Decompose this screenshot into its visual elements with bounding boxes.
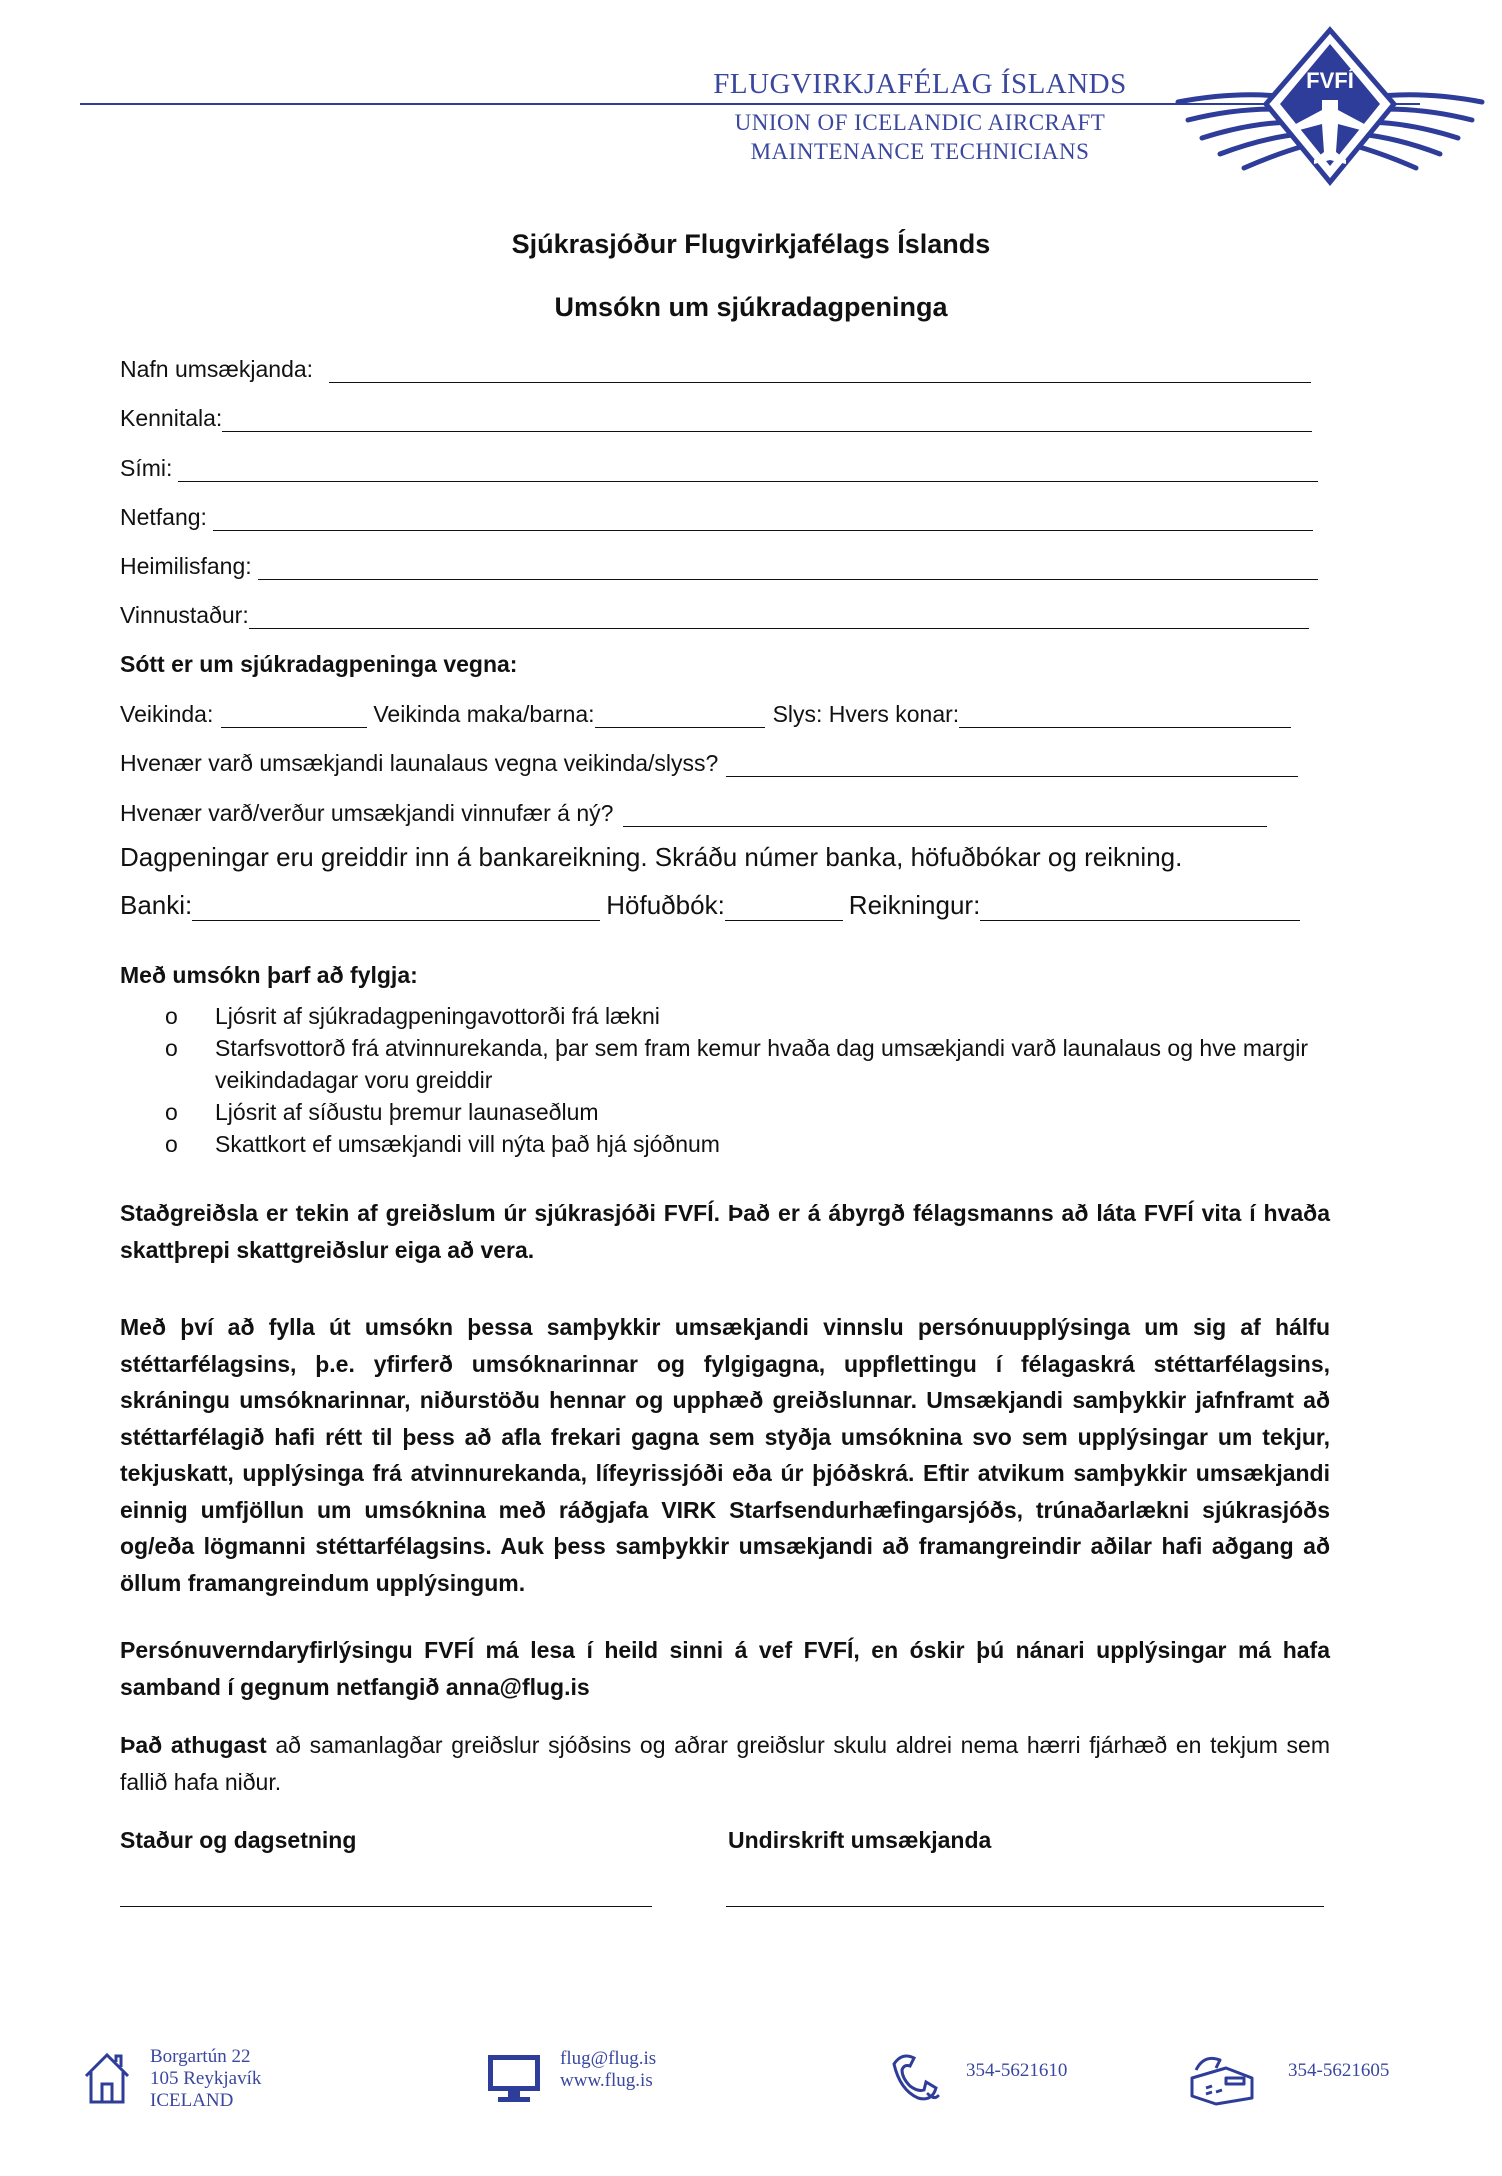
fit-question: Hvenær varð/verður umsækjandi vinnufær á ný? (120, 800, 614, 826)
heimilisfang-field[interactable] (258, 556, 1318, 580)
accident-field[interactable] (959, 704, 1291, 728)
footer-web[interactable]: www.flug.is (560, 2070, 653, 2091)
signature-field[interactable] (726, 1905, 1324, 1907)
bullet-icon: o (165, 1099, 178, 1125)
fax-icon (1186, 2048, 1258, 2106)
address-line3: ICELAND (150, 2090, 234, 2111)
bank-label: Banki: (120, 890, 193, 920)
reason-row (120, 696, 1291, 728)
consent-paragraph: Með því að fylla út umsókn þessa samþykkir umsækjandi vinnslu persónuupplýsinga um sig af hálfu stéttarfélagsins, þ.e. yfirferð umsóknarinnar og fylgigagna, uppflettingu í félagaskrá stéttarfélagsins, skráningu umsóknarinnar, niðurstöðu hennar og upphæð greiðslunnar. Umsækjandi samþykkir jafnframt að stéttarfélagið hafi rétt til þess að afla frekari gagna sem styðja umsóknina svo sem upplýsingar um tekjur, tekjuskatt, upplýsinga frá atvinnurekanda, lífeyrissjóði eða úr þjóðskrá. Eftir atvikum samþykkir umsækjandi einnig umfjöllun um umsóknina með ráðgjafa VIRK Starfsendurhæfingarsjóðs, trúnaðarlækni sjúkrasjóðs og/eða lögmanni stéttarfélagsins. Auk þess samþykkir umsækjandi að framangreindir aðilar hafi aðgang að öllum framangreindum upplýsingum. (120, 1314, 1330, 1596)
attachments-heading: Með umsókn þarf að fylgja: (120, 962, 418, 988)
footer-address (150, 2046, 261, 2112)
simi-field[interactable] (178, 458, 1318, 482)
note-emphasis: Það athugast (120, 1732, 267, 1758)
kennitala-field[interactable] (222, 408, 1312, 432)
vinnustadur-row (120, 597, 1309, 629)
accident-label: Slys: Hvers konar: (772, 701, 960, 727)
note-text: að samanlagðar greiðslur sjóðsins og aðrar greiðslur skulu aldrei nema hærri fjárhæð en tekjum sem fallið hafa niður. (120, 1732, 1330, 1795)
unpaid-question: Hvenær varð umsækjandi launalaus vegna veikinda/slyss? (120, 750, 719, 776)
unpaid-row (120, 745, 1298, 777)
kennitala-label: Kennitala: (120, 405, 223, 431)
name-field[interactable] (329, 359, 1311, 383)
list-item: o Skattkort ef umsækjandi vill nýta það hjá sjóðnum (120, 1128, 1330, 1160)
list-item: o Ljósrit af síðustu þremur launaseðlum (120, 1096, 1330, 1128)
ledger-field[interactable] (725, 893, 843, 921)
illness-field[interactable] (221, 704, 367, 728)
place-date-label: Staður og dagsetning (120, 1827, 357, 1853)
name-row (120, 351, 1311, 383)
kennitala-row (120, 400, 1312, 432)
heimilisfang-label: Heimilisfang: (120, 553, 252, 579)
netfang-field[interactable] (213, 507, 1313, 531)
fit-field[interactable] (623, 803, 1267, 827)
family-illness-field[interactable] (595, 704, 765, 728)
applicant-signature-label: Undirskrift umsækjanda (728, 1827, 992, 1853)
bank-row (120, 885, 1300, 921)
footer-fax[interactable]: 354-5621605 (1288, 2060, 1390, 2081)
note-paragraph (120, 1727, 1330, 1800)
fvfi-winged-logo (1172, 26, 1488, 186)
bullet-icon: o (165, 1035, 178, 1061)
footer-phone[interactable]: 354-5621610 (966, 2060, 1068, 2081)
logo-text: FVFÍ (1306, 68, 1354, 93)
fit-row (120, 795, 1267, 827)
page-subtitle: Umsókn um sjúkradagpeninga (554, 292, 948, 322)
house-icon (82, 2050, 132, 2106)
vinnustadur-label: Vinnustaður: (120, 602, 249, 628)
address-line2: 105 Reykjavík (150, 2068, 262, 2089)
bank-intro-text: Dagpeningar eru greiddir inn á bankareikning. Skráðu númer banka, höfuðbókar og reikning. (120, 842, 1183, 872)
bank-field[interactable] (192, 893, 600, 921)
simi-row (120, 450, 1318, 482)
vinnustadur-field[interactable] (249, 605, 1309, 629)
netfang-row (120, 499, 1313, 531)
org-english-name-line1: UNION OF ICELANDIC AIRCRAFT (734, 110, 1106, 135)
footer-email[interactable]: flug@flug.is (560, 2048, 657, 2069)
netfang-label: Netfang: (120, 504, 207, 530)
bullet-icon: o (165, 1131, 178, 1157)
ledger-label: Höfuðbók: (606, 890, 725, 920)
list-item: o Ljósrit af sjúkradagpeningavottorði frá lækni (120, 1000, 1330, 1032)
heimilisfang-row (120, 548, 1318, 580)
address-line1: Borgartún 22 (150, 2046, 251, 2067)
org-english-name-line2: MAINTENANCE TECHNICIANS (750, 139, 1090, 164)
footer-contact (560, 2048, 656, 2092)
illness-label: Veikinda: (120, 701, 214, 727)
place-date-field[interactable] (120, 1905, 652, 1907)
unpaid-field[interactable] (726, 753, 1298, 777)
account-label: Reikningur: (848, 890, 981, 920)
attachments-list (120, 1000, 1330, 1160)
family-illness-label: Veikinda maka/barna: (373, 701, 595, 727)
tax-paragraph: Staðgreiðsla er tekin af greiðslum úr sjúkrasjóði FVFÍ. Það er á ábyrgð félagsmanns að láta FVFÍ vita í hvaða skattþrepi skattgreiðslur eiga að vera. (120, 1200, 1330, 1263)
phone-icon (888, 2050, 944, 2106)
name-label: Nafn umsækjanda: (120, 356, 314, 382)
privacy-paragraph: Persónuverndaryfirlýsingu FVFÍ má lesa í heild sinni á vef FVFÍ, en óskir þú nánari upplýsingar má hafa samband í gegnum netfangið anna@flug.is (120, 1637, 1330, 1700)
reason-heading: Sótt er um sjúkradagpeninga vegna: (120, 651, 518, 677)
page-title: Sjúkrasjóður Flugvirkjafélags Íslands (511, 229, 991, 259)
account-field[interactable] (980, 893, 1300, 921)
simi-label: Sími: (120, 455, 173, 481)
computer-icon (484, 2052, 544, 2106)
org-name: FLUGVIRKJAFÉLAG ÍSLANDS (713, 68, 1127, 100)
bullet-icon: o (165, 1003, 178, 1029)
list-item: o Starfsvottorð frá atvinnurekanda, þar sem fram kemur hvaða dag umsækjandi varð launalaus og hve margir veikindadagar voru greiddir (120, 1032, 1330, 1096)
